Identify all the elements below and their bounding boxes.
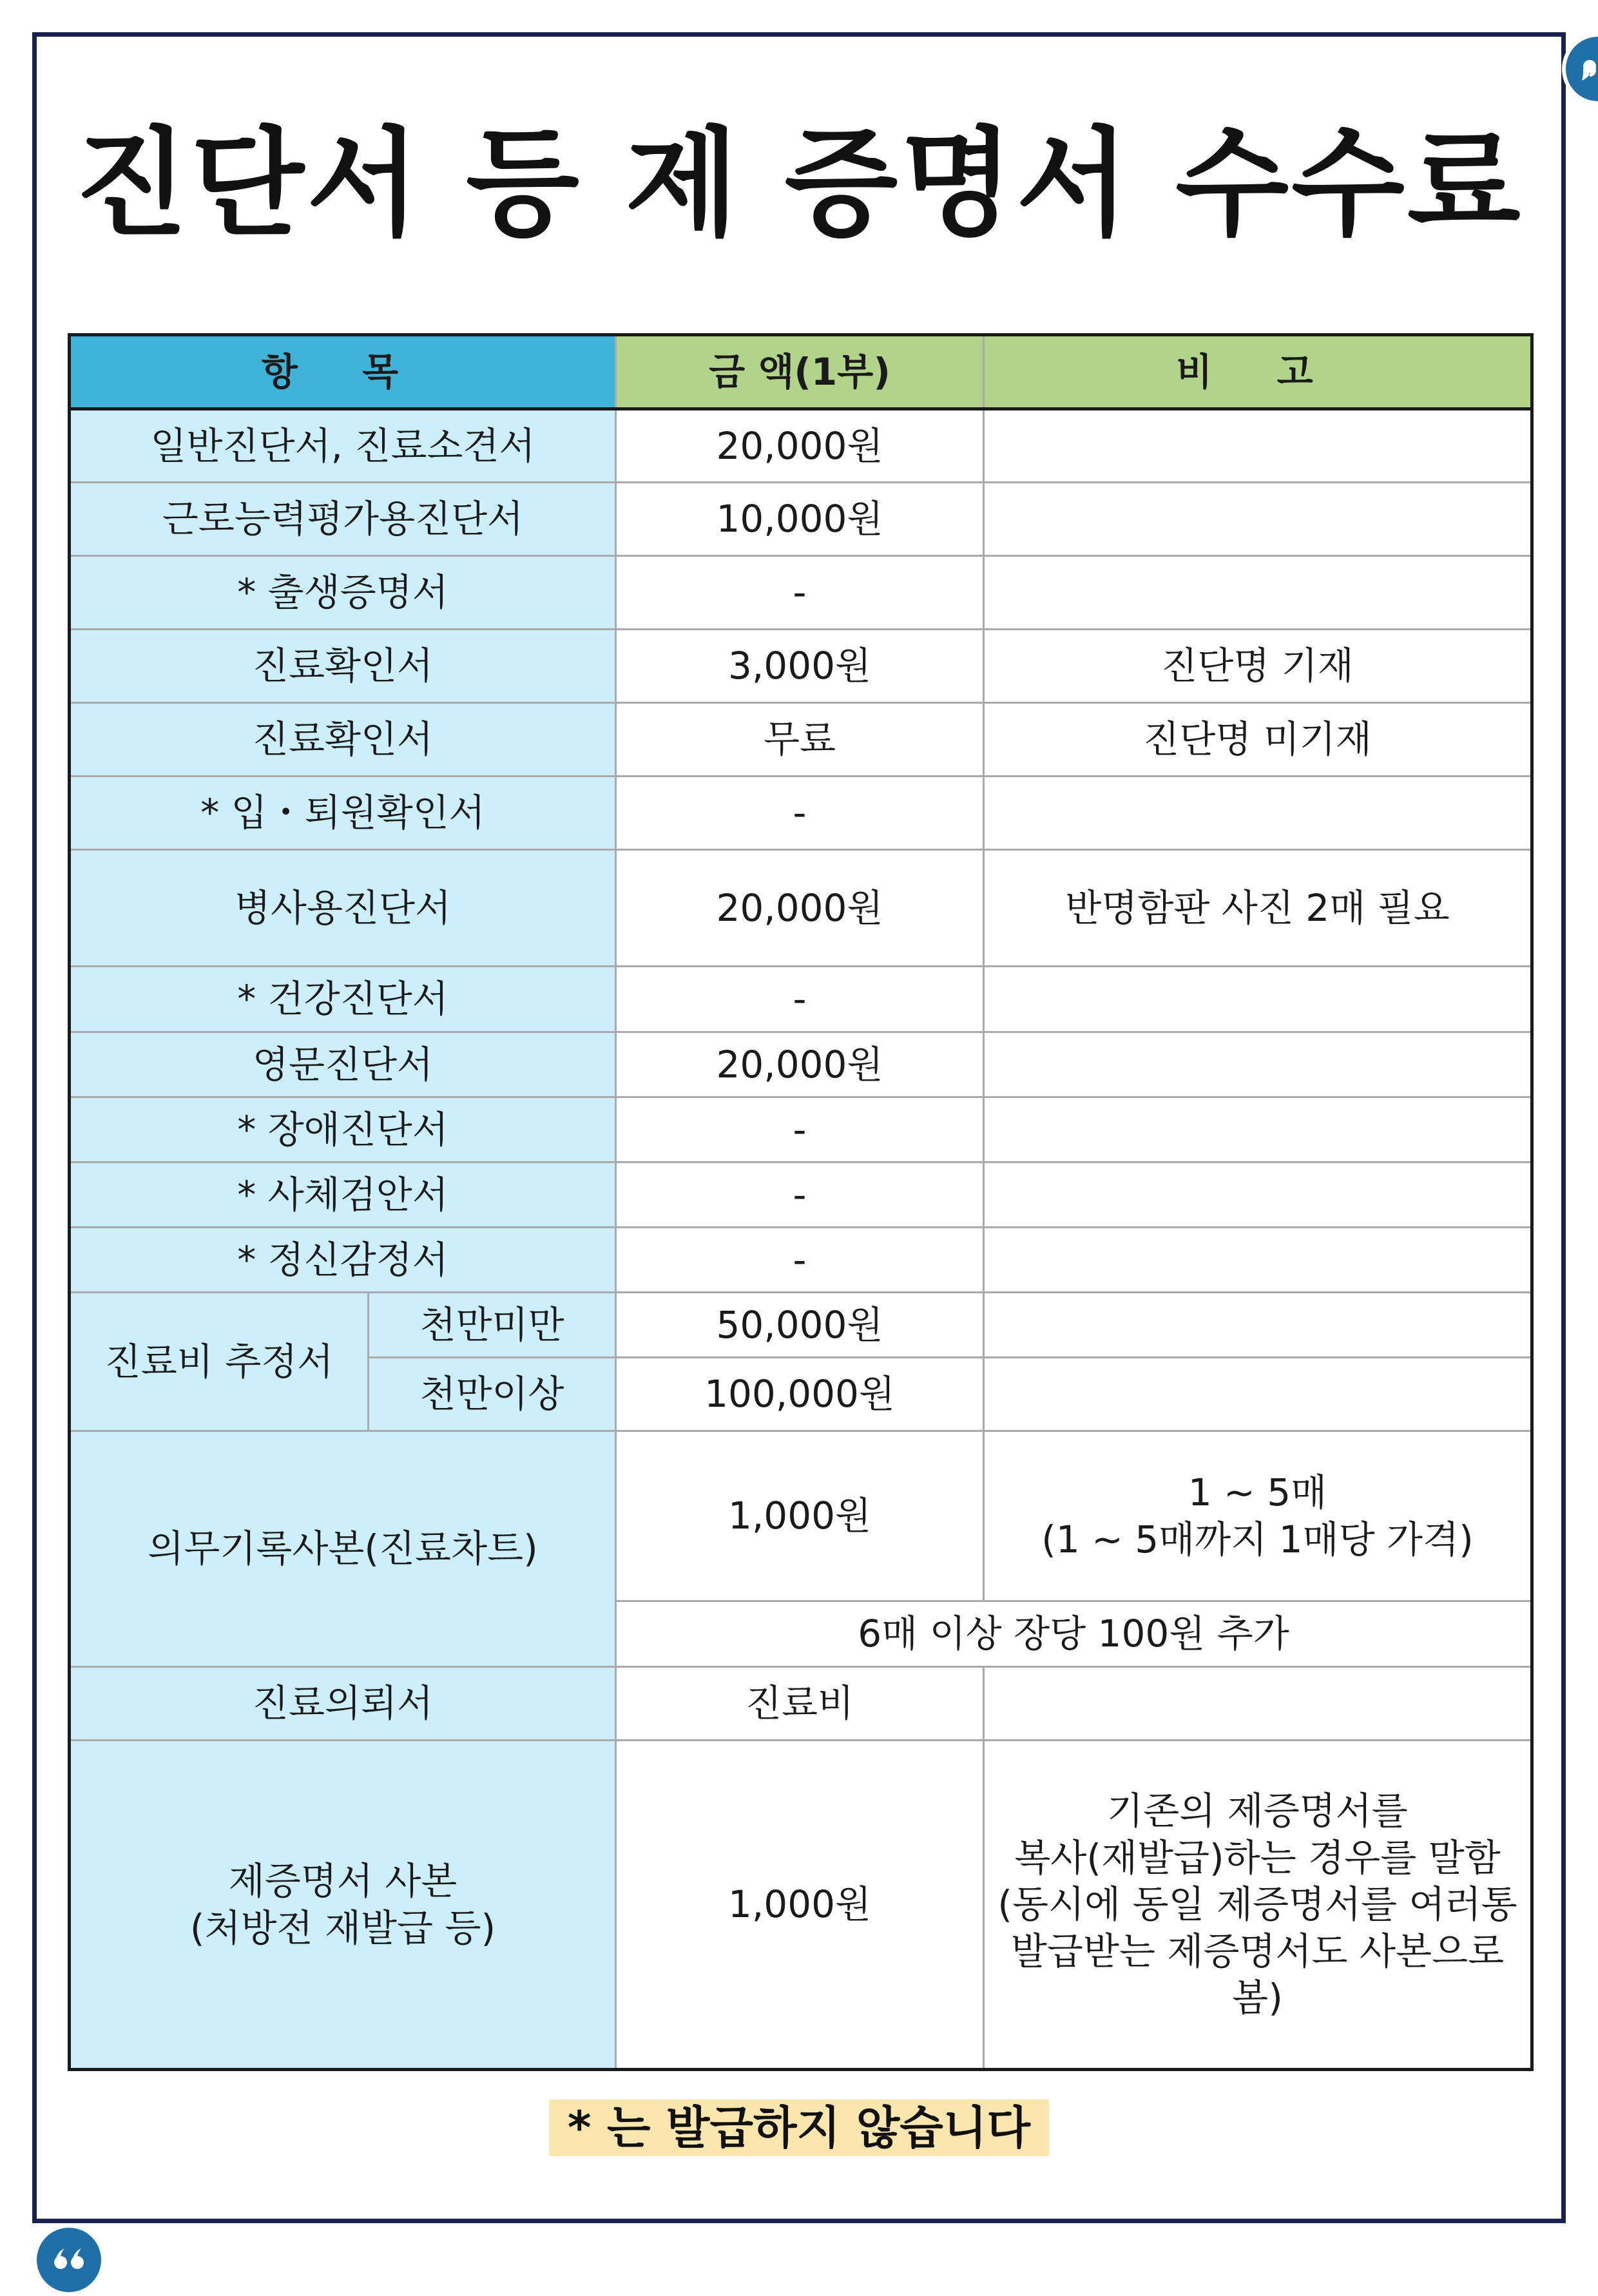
header-note: 비 고 [984,335,1532,409]
row-amount: 50,000원 [616,1293,984,1358]
record-copy-extra: 6매 이상 장당 100원 추가 [616,1601,1532,1667]
row-item: 근로능력평가용진단서 [70,483,616,556]
table-row [70,1293,1532,1358]
row-amount: 20,000원 [616,1032,984,1097]
row-item: * 건강진단서 [70,967,616,1032]
table-row [70,1162,1532,1228]
row-item: * 출생증명서 [70,556,616,630]
fee-table [68,333,1534,2071]
table-row [70,1667,1532,1741]
row-note [984,1667,1532,1741]
cert-copy-amount: 1,000원 [616,1741,984,2070]
table-row [70,630,1532,703]
table-row [70,1741,1532,2070]
row-amount: - [616,967,984,1032]
table-row [70,556,1532,630]
closing-quote-badge [1562,33,1598,105]
row-amount: 10,000원 [616,483,984,556]
row-note [984,1293,1532,1358]
header-amount: 금 액(1부) [616,335,984,409]
row-note [984,777,1532,850]
opening-quote-badge [33,2224,105,2296]
quote-mark-icon [1566,37,1598,101]
row-note: 진단명 미기재 [984,703,1532,777]
table-row [70,850,1532,967]
cert-copy-item-line1: 제증명서 사본 [228,1859,457,1903]
footer-note: * 는 발급하지 않습니다 [549,2099,1049,2156]
table-header-row [70,335,1532,409]
cert-copy-note-line: 기존의 제증명서를 [1107,1789,1408,1833]
row-amount: - [616,1228,984,1293]
row-amount: 무료 [616,703,984,777]
row-item: 진료의뢰서 [70,1667,616,1741]
row-note [984,409,1532,483]
row-item: 영문진단서 [70,1032,616,1097]
row-note [984,483,1532,556]
row-amount: - [616,556,984,630]
record-copy-item: 의무기록사본(진료차트) [70,1431,616,1667]
table-row [70,483,1532,556]
table-row [70,703,1532,777]
table-row [70,1032,1532,1097]
record-copy-note [984,1431,1532,1601]
record-copy-note-line2: (1 ~ 5매까지 1매당 가격) [1041,1517,1474,1561]
row-note [984,1032,1532,1097]
row-amount: 진료비 [616,1667,984,1741]
record-copy-note-line1: 1 ~ 5매 [1188,1471,1327,1514]
row-note: 반명함판 사진 2매 필요 [984,850,1532,967]
row-amount: - [616,1097,984,1162]
cert-copy-item [70,1741,616,2070]
cert-copy-item-line2: (처방전 재발급 등) [189,1905,496,1950]
row-item: 일반진단서, 진료소견서 [70,409,616,483]
row-note [984,967,1532,1032]
estimate-sub-label: 천만이상 [369,1358,616,1431]
row-item: 병사용진단서 [70,850,616,967]
estimate-sub-label: 천만미만 [369,1293,616,1358]
page-title: 진단서 등 제 증명서 수수료 [75,115,1523,252]
row-note [984,1162,1532,1228]
row-amount: - [616,1162,984,1228]
estimate-item: 진료비 추정서 [70,1293,369,1431]
row-item: * 장애진단서 [70,1097,616,1162]
cert-copy-note-line: (동시에 동일 제증명서를 여러통 [997,1882,1517,1927]
cert-copy-note-line: 복사(재발급)하는 경우를 말함 [1014,1835,1501,1880]
row-item: * 정신감정서 [70,1228,616,1293]
table-row [70,1228,1532,1293]
cert-copy-note-line: 발급받는 제증명서도 사본으로 봄) [1010,1929,1505,2020]
row-note [984,556,1532,630]
row-item: * 입・퇴원확인서 [70,777,616,850]
row-note [984,1358,1532,1431]
record-copy-amount: 1,000원 [616,1431,984,1601]
row-note: 진단명 기재 [984,630,1532,703]
row-amount: 20,000원 [616,850,984,967]
table-row [70,1097,1532,1162]
row-item: 진료확인서 [70,703,616,777]
row-item: * 사체검안서 [70,1162,616,1228]
row-note [984,1228,1532,1293]
row-amount: 3,000원 [616,630,984,703]
cert-copy-note [984,1741,1532,2070]
row-amount: - [616,777,984,850]
row-amount: 100,000원 [616,1358,984,1431]
row-item: 진료확인서 [70,630,616,703]
quote-mark-icon [37,2228,101,2292]
table-row [70,1431,1532,1601]
table-row [70,967,1532,1032]
table-row [70,777,1532,850]
header-item: 항 목 [70,335,616,409]
table-row [70,409,1532,483]
row-amount: 20,000원 [616,409,984,483]
row-note [984,1097,1532,1162]
